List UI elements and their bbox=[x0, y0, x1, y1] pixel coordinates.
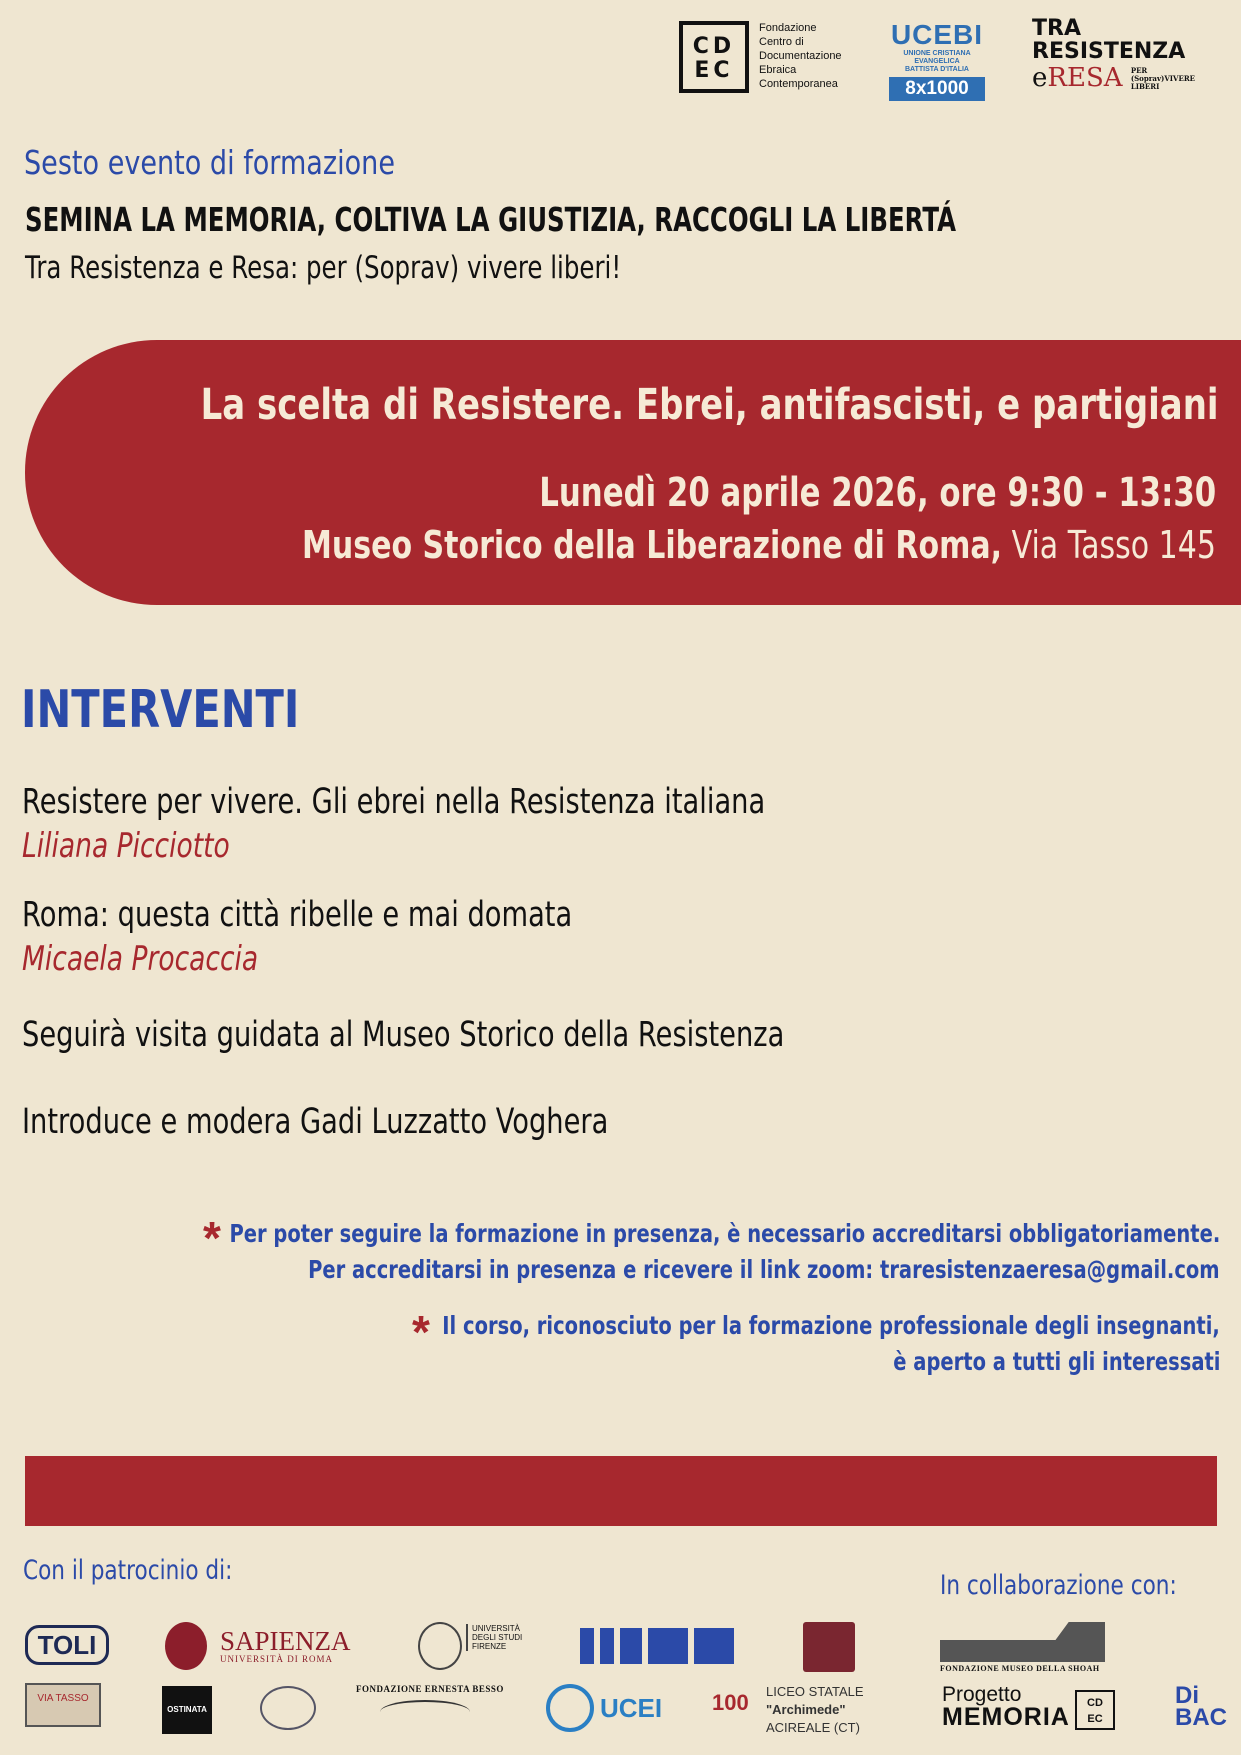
besso-logo: FONDAZIONE ERNESTA BESSO bbox=[356, 1684, 504, 1694]
dibac-logo: Di BAC bbox=[1175, 1682, 1227, 1731]
note-accreditation: Per poter seguire la formazione in presenza, è necessario accreditarsi obbligatoriamente. bbox=[229, 1219, 1220, 1248]
toli-logo: TOLI bbox=[25, 1625, 109, 1665]
asterisk-icon: * bbox=[203, 1212, 221, 1264]
museo-shoah-name: FONDAZIONE MUSEO DELLA SHOAH bbox=[940, 1664, 1100, 1673]
main-title: SEMINA LA MEMORIA, COLTIVA LA GIUSTIZIA, RACCOGLI LA LIBERTÁ bbox=[25, 200, 957, 239]
talk-title: Resistere per vivere. Gli ebrei nella Resistenza italiana bbox=[22, 782, 766, 822]
banner-date: Lunedì 20 aprile 2026, ore 9:30 - 13:30 bbox=[538, 470, 1216, 516]
footer-bar bbox=[25, 1456, 1217, 1526]
ucebi-8x1000-badge: 8x1000 bbox=[889, 77, 985, 101]
event-label: Sesto evento di formazione bbox=[24, 143, 395, 182]
100-anni-logo: 100 bbox=[712, 1690, 749, 1715]
event-banner bbox=[25, 340, 1241, 605]
tra-resistenza-logo: TRA RESISTENZA eRESA PER (Soprav)VIVERE LIBERI bbox=[1032, 16, 1195, 93]
cdec-logo-text: Fondazione Centro di Documentazione Ebraica Contemporanea bbox=[759, 22, 842, 90]
meis-logo bbox=[580, 1628, 734, 1664]
note-course: Il corso, riconosciuto per la formazione professionale degli insegnanti, bbox=[442, 1311, 1220, 1340]
cdec-logo-mark: CD EC bbox=[679, 21, 749, 93]
eagle-emblem-icon bbox=[260, 1686, 316, 1730]
via-tasso-logo: VIA TASSO bbox=[25, 1683, 101, 1727]
cdec-mini-logo: CD EC bbox=[1075, 1690, 1115, 1730]
unifi-seal-icon bbox=[418, 1622, 462, 1670]
note-email: Per accreditarsi in presenza e ricevere il link zoom: traresistenzaeresa@gmail.com bbox=[308, 1255, 1220, 1284]
moderator: Introduce e modera Gadi Luzzatto Voghera bbox=[22, 1102, 609, 1142]
sapienza-logo: SAPIENZA UNIVERSITÀ DI ROMA bbox=[220, 1626, 351, 1664]
ucebi-sub-1: UNIONE CRISTIANA EVANGELICA bbox=[903, 50, 971, 65]
liceo-seal-icon bbox=[803, 1622, 855, 1672]
talk-speaker: Micaela Procaccia bbox=[22, 939, 259, 979]
asterisk-icon: * bbox=[412, 1306, 430, 1358]
museo-shoah-logo bbox=[940, 1622, 1105, 1662]
patrocinio-label: Con il patrocinio di: bbox=[23, 1555, 233, 1586]
liceo-archimede-logo: LICEO STATALE "Archimede" ACIREALE (CT) bbox=[766, 1684, 864, 1735]
ucei-logo: UCEI bbox=[600, 1693, 663, 1723]
note-open: è aperto a tutti gli interessati bbox=[892, 1347, 1220, 1376]
talk-speaker: Liliana Picciotto bbox=[22, 826, 230, 866]
subtitle: Tra Resistenza e Resa: per (Soprav) vivere liberi! bbox=[25, 250, 622, 286]
unifi-logo: UNIVERSITÀ DEGLI STUDI FIRENZE bbox=[466, 1624, 522, 1651]
ucebi-sub-2: BATTISTA D'ITALIA bbox=[904, 66, 969, 73]
banner-place: Museo Storico della Liberazione di Roma, Via Tasso 145 bbox=[301, 523, 1216, 567]
banner-title: La scelta di Resistere. Ebrei, antifascisti, e partigiani bbox=[201, 380, 1219, 430]
cdec-logo bbox=[679, 21, 849, 93]
ucei-ring-icon bbox=[546, 1684, 594, 1732]
progetto-memoria-logo: Progetto MEMORIA bbox=[942, 1683, 1070, 1731]
besso-emblem-icon bbox=[380, 1700, 470, 1724]
sapienza-seal-icon bbox=[165, 1622, 207, 1670]
guided-visit: Seguirà visita guidata al Museo Storico della Resistenza bbox=[22, 1015, 785, 1055]
collaborazione-label: In collaborazione con: bbox=[940, 1570, 1177, 1601]
talk-title: Roma: questa città ribelle e mai domata bbox=[22, 895, 573, 935]
interventi-heading: INTERVENTI bbox=[21, 680, 300, 740]
ucebi-name: UCEBI bbox=[890, 19, 984, 50]
ucebi-logo bbox=[889, 19, 985, 99]
ostinata-logo: OSTINATA bbox=[162, 1686, 212, 1734]
